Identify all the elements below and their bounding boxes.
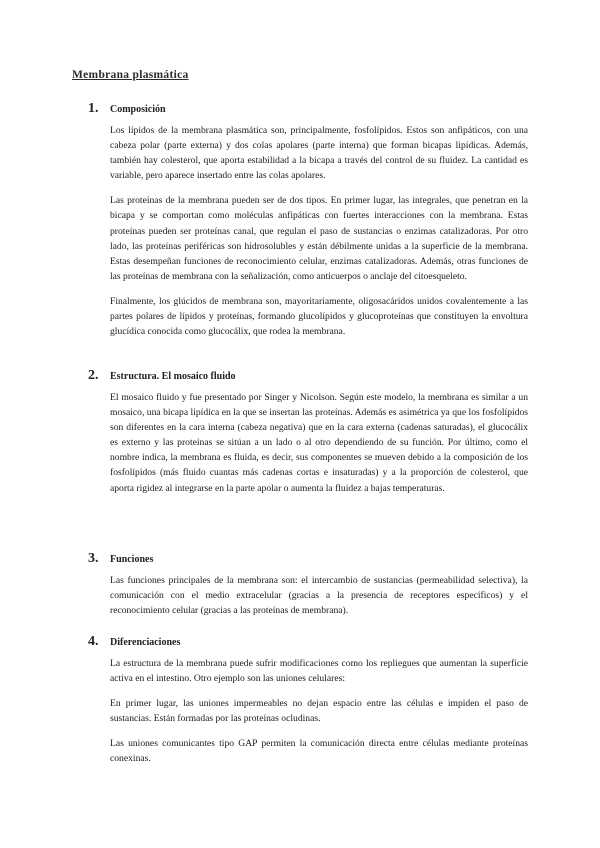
section-diferenciaciones	[88, 634, 528, 777]
section-header	[88, 101, 528, 117]
section-composicion	[88, 101, 528, 349]
section-number: 1.	[88, 101, 99, 116]
paragraph: Las funciones principales de la membrana son: el intercambio de sustancias (permeabilidad selectiva), la comunicación con el medio extracelular (gracias a la presencia de receptores específicos) y el reconocimiento celular (gracias a las proteínas de membrana).	[110, 575, 528, 617]
paragraph: En primer lugar, las uniones impermeables no dejan espacio entre las células e impiden el paso de sustancias. Están formadas por las proteínas ocludinas.	[110, 698, 528, 725]
paragraph: Los lípidos de la membrana plasmática son, principalmente, fosfolípidos. Estos son anfipáticos, con una cabeza polar (parte externa) y dos colas apolares (parte interna) que forman bicapas lipídicas. Además, también hay colesterol, que aporta estabilidad a la bicapa a través del control de su fluidez. La cantidad es variable, pero aparece insertado entre las colas apolares.	[110, 125, 528, 182]
section-funciones	[88, 551, 528, 628]
section-header	[88, 551, 528, 567]
paragraph: La estructura de la membrana puede sufrir modificaciones como los repliegues que aumentan la superficie activa en el intestino. Otro ejemplo son las uniones celulares:	[110, 658, 528, 685]
section-number: 4.	[88, 634, 99, 649]
paragraph: Las uniones comunicantes tipo GAP permiten la comunicación directa entre células mediante proteínas conexinas.	[110, 738, 528, 765]
section-heading: Funciones	[110, 554, 154, 565]
section-header	[88, 634, 528, 650]
page-title: Membrana plasmática	[72, 69, 189, 81]
paragraph: Las proteínas de la membrana pueden ser de dos tipos. En primer lugar, las integrales, que penetran en la bicapa y se comportan como moléculas anfipáticas con fuertes interacciones con la membrana. Estas proteínas pueden ser proteínas canal, que regulan el paso de sustancias o enzimas catalizadoras. Por otro lado, las proteínas periféricas son hidrosolubles y están débilmente unidas a la superficie de la membrana. Estas desempeñan funciones de reconocimiento celular, enzimas catalizadoras. Además, otras funciones de las proteínas de membrana con la señalización, como anticuerpos o anclaje del citoesqueleto.	[110, 195, 528, 282]
section-heading: Estructura. El mosaico fluido	[110, 371, 236, 382]
section-header	[88, 368, 528, 384]
section-heading: Diferenciaciones	[110, 637, 181, 648]
paragraph: El mosaico fluido y fue presentado por Singer y Nicolson. Según este modelo, la membrana es similar a un mosaico, una bicapa lipídica en la que se insertan las proteínas. Además es asimétrica ya que los fosfolípidos son diferentes en la cara interna (cabeza negativa) que en la cara externa (cadenas saturadas), el glucocálix es externo y las proteínas se sitúan a un lado o al otro dependiendo de su función. Por último, como el nombre indica, la membrana es fluida, es decir, sus componentes se mueven debido a la composición de los fosfolípidos (más fluido cuantas más cadenas cortas e insaturadas) y a la proporción de colesterol, que aporta rigidez al integrarse en la parte apolar o aumenta la fluidez a bajas temperaturas.	[110, 392, 528, 494]
paragraph: Finalmente, los glúcidos de membrana son, mayoritariamente, oligosacáridos unidos covalentemente a las partes polares de lípidos y proteínas, formando glucolípidos y glucoproteínas que constituyen la envoltura glucídica conocida como glucocálix, que rodea la membrana.	[110, 295, 528, 338]
section-heading: Composición	[110, 104, 166, 115]
section-estructura	[88, 368, 528, 506]
section-number: 2.	[88, 368, 99, 383]
section-number: 3.	[88, 551, 99, 566]
